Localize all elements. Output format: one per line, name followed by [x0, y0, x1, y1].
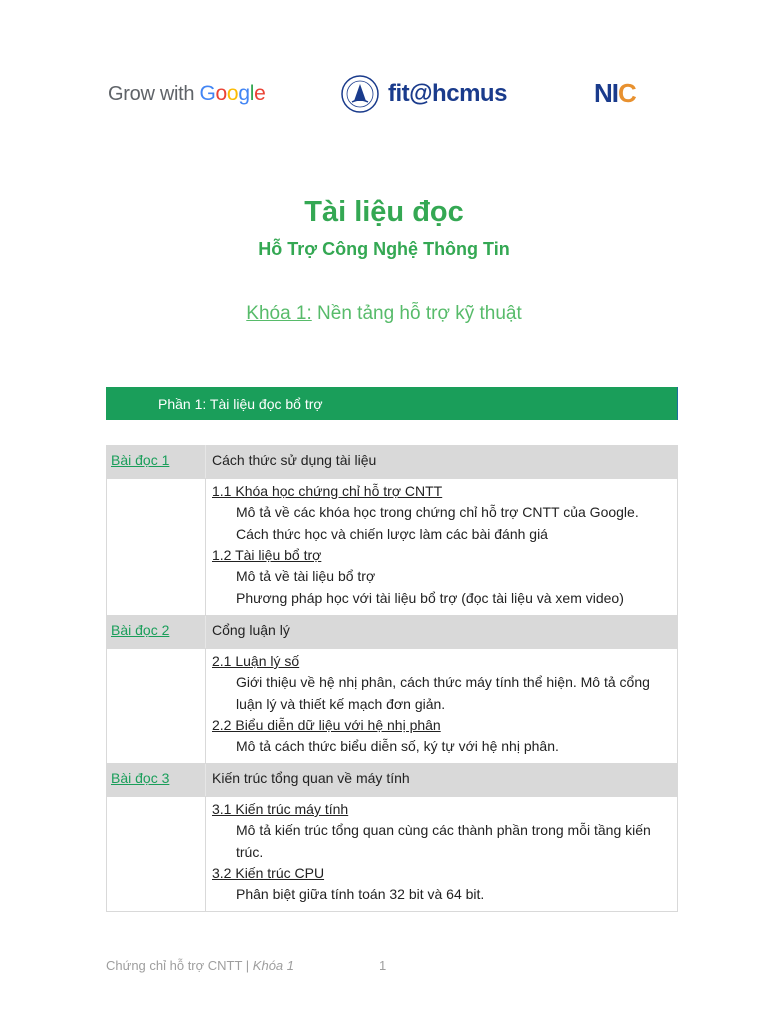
- footer-course: Khóa 1: [252, 958, 294, 973]
- section-description: Mô tả về tài liệu bổ trợ: [236, 568, 376, 584]
- section-heading: 3.1 Kiến trúc máy tính: [212, 801, 349, 817]
- course-name: Nền tảng hỗ trợ kỹ thuật: [311, 303, 522, 324]
- lesson-content: [206, 649, 678, 764]
- section-heading: 1.1 Khóa học chứng chỉ hỗ trợ CNTT: [212, 483, 443, 499]
- google-letter: e: [254, 82, 266, 105]
- section-description: Phân biệt giữa tính toán 32 bit và 64 bit.: [236, 886, 485, 902]
- section-heading: 1.2 Tài liệu bổ trợ: [212, 547, 322, 563]
- lesson-empty-cell: [107, 479, 206, 616]
- section-heading: 2.1 Luận lý số: [212, 653, 300, 669]
- lesson-link[interactable]: Bài đọc 1: [111, 452, 170, 468]
- lesson-header-row: [107, 764, 678, 797]
- lesson-header-row: [107, 616, 678, 649]
- section-description: Mô tả về các khóa học trong chứng chỉ hỗ trợ CNTT của Google.: [236, 504, 639, 520]
- lesson-header-row: [107, 446, 678, 479]
- footer-text: Chứng chỉ hỗ trợ CNTT |: [106, 958, 253, 973]
- lesson-body-row: [107, 649, 678, 764]
- lesson-link-cell: [107, 764, 206, 797]
- section-description: Giới thiệu về hệ nhị phân, cách thức máy tính thể hiện. Mô tả cổng luận lý và thiết kế mạch đơn giản.: [236, 674, 650, 712]
- section-description: Cách thức học và chiến lược làm các bài đánh giá: [236, 526, 548, 542]
- part-banner: [106, 387, 678, 420]
- nic-logo-last-letter: C: [618, 78, 636, 108]
- lessons-table: [106, 445, 678, 912]
- fit-hcmus-logo: [340, 74, 507, 114]
- lesson-title: Cách thức sử dụng tài liệu: [206, 446, 678, 479]
- lesson-title: Cổng luận lý: [206, 616, 678, 649]
- course-heading: [0, 303, 768, 325]
- lesson-link[interactable]: Bài đọc 2: [111, 622, 170, 638]
- section-heading: 3.2 Kiến trúc CPU: [212, 865, 325, 881]
- lesson-title: Kiến trúc tổng quan về máy tính: [206, 764, 678, 797]
- lesson-link-cell: [107, 446, 206, 479]
- grow-with-text: Grow with: [108, 83, 195, 105]
- section-description: Mô tả cách thức biểu diễn số, ký tự với hệ nhị phân.: [236, 738, 559, 754]
- page-number: 1: [379, 958, 387, 973]
- lesson-link[interactable]: Bài đọc 3: [111, 770, 170, 786]
- nic-logo-letters: NI: [594, 78, 618, 108]
- grow-with-google-logo: [108, 82, 265, 106]
- lesson-link-cell: [107, 616, 206, 649]
- lesson-body-row: [107, 797, 678, 912]
- document-subtitle: Hỗ Trợ Công Nghệ Thông Tin: [258, 239, 510, 259]
- lesson-body-row: [107, 479, 678, 616]
- section-description: Phương pháp học với tài liệu bổ trợ (đọc tài liệu và xem video): [236, 590, 624, 606]
- logo-row: [0, 70, 768, 120]
- course-label-link[interactable]: Khóa 1:: [246, 303, 312, 324]
- section-heading: 2.2 Biểu diễn dữ liệu với hệ nhị phân: [212, 717, 441, 733]
- google-letter: G: [199, 82, 216, 105]
- lesson-empty-cell: [107, 649, 206, 764]
- lesson-empty-cell: [107, 797, 206, 912]
- document-title: Tài liệu đọc: [304, 196, 464, 228]
- google-letter: g: [238, 82, 250, 105]
- google-letter: o: [226, 82, 239, 105]
- part-label: Phần 1: Tài liệu đọc bổ trợ: [158, 396, 323, 412]
- lesson-content: [206, 797, 678, 912]
- google-wordmark: [199, 82, 265, 105]
- google-letter: o: [215, 82, 227, 105]
- lesson-content: [206, 479, 678, 616]
- section-description: Mô tả kiến trúc tổng quan cùng các thành phần trong mỗi tầng kiến trúc.: [236, 822, 651, 860]
- page-footer: [106, 958, 294, 973]
- google-letter: l: [249, 82, 255, 105]
- nic-logo: [594, 78, 636, 109]
- university-seal-icon: [340, 74, 380, 114]
- fit-hcmus-wordmark: fit@hcmus: [388, 80, 507, 107]
